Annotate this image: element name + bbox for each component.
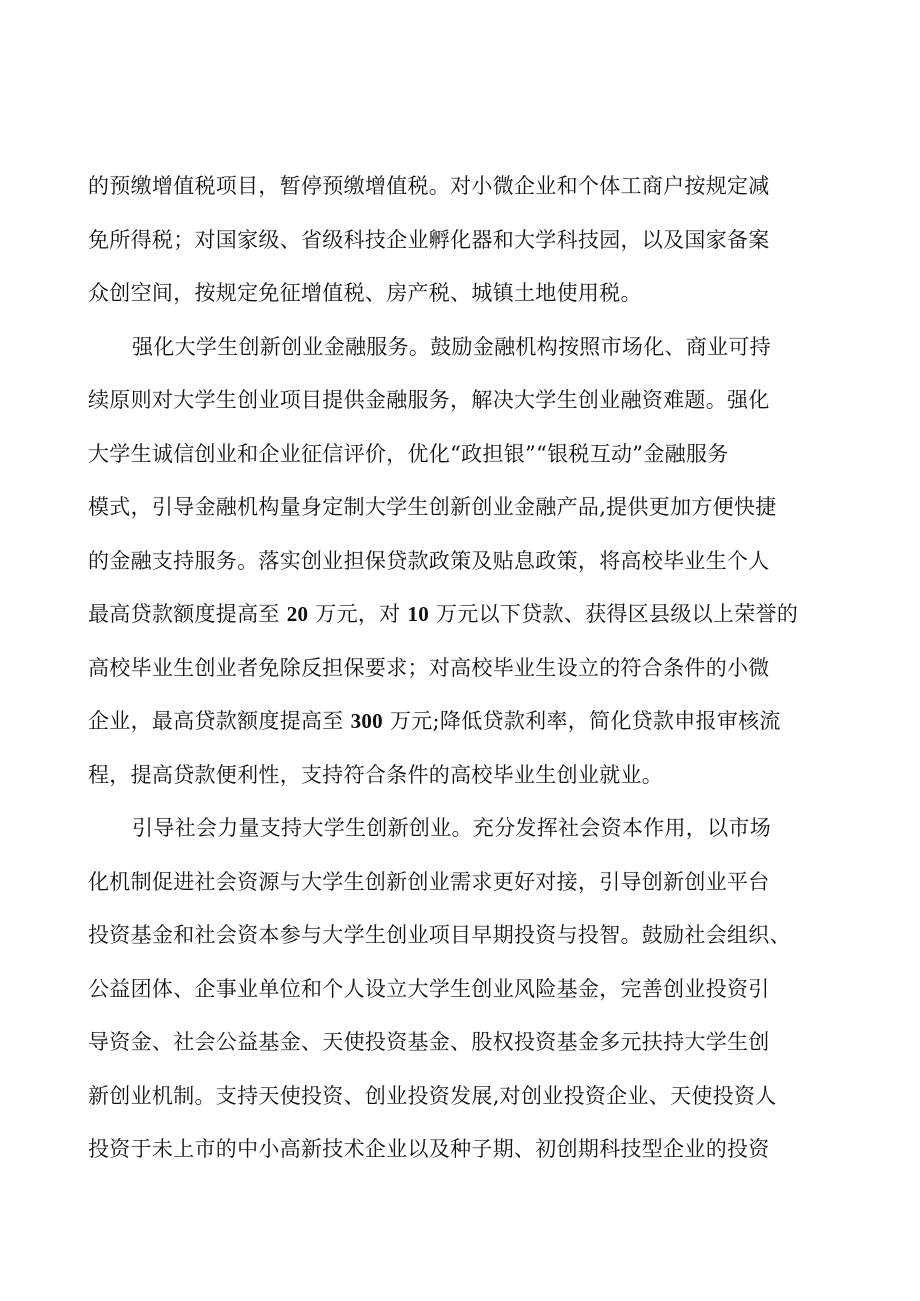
text-line: 化机制促进社会资源与大学生创新创业需求更好对接，引导创新创业平台 [88,869,770,894]
paragraph-start-line: 引导社会力量支持大学生创新创业。充分发挥社会资本作用，以市场 [132,816,771,840]
text-line [88,695,848,749]
text-line: 导资金、社会公益基金、天使投资基金、股权投资基金多元扶持大学生创 [88,1030,770,1054]
text-line: 公益团体、企事业单位和个人设立大学生创业风险基金，完善创业投资引 [88,976,770,1001]
text-run: 万元，对 [308,602,408,626]
text-line: 免所得税；对国家级、省级科技企业孵化器和大学科技园，以及国家备案 [88,227,770,252]
text-run: 万元;降低贷款利率，简化贷款申报审核流 [382,709,781,733]
body-text [88,160,848,1177]
text-run: 万元以下贷款、获得区县级以上荣誉的 [429,602,799,626]
text-line: 大学生诚信创业和企业征信评价，优化“政担银”“银税互动”金融服务 [88,441,729,466]
text-line: 的预缴增值税项目，暂停预缴增值税。对小微企业和个体工商户按规定减 [88,174,770,198]
amount-300: 300 [350,709,383,733]
text-line: 投资基金和社会资本参与大学生创业项目早期投资与投智。鼓励社会组织、 [88,923,791,947]
text-run: 最高贷款额度提高至 [88,602,287,626]
text-line [88,588,848,642]
text-line: 续原则对大学生创业项目提供金融服务，解决大学生创业融资难题。强化 [88,388,770,412]
paragraph-start-line: 强化大学生创新创业金融服务。鼓励金融机构按照市场化、商业可持 [132,334,771,359]
text-line: 程，提高贷款便利性，支持符合条件的高校毕业生创业就业。 [88,762,664,787]
text-line: 模式，引导金融机构量身定制大学生创新创业金融产品,提供更加方便快捷 [88,495,777,519]
amount-20: 20 [286,602,309,626]
text-line: 众创空间，按规定免征增值税、房产税、城镇土地使用税。 [88,281,642,305]
text-line: 的金融支持服务。落实创业担保贷款政策及贴息政策，将高校毕业生个人 [88,548,770,573]
text-line: 新创业机制。支持天使投资、创业投资发展,对创业投资企业、天使投资人 [88,1083,777,1108]
text-line: 高校毕业生创业者免除反担保要求；对高校毕业生设立的符合条件的小微 [88,655,770,680]
text-line: 投资于未上市的中小高新技术企业以及种子期、初创期科技型企业的投资 [88,1137,770,1161]
amount-10: 10 [407,602,430,626]
text-run: 企业，最高贷款额度提高至 [88,709,351,733]
